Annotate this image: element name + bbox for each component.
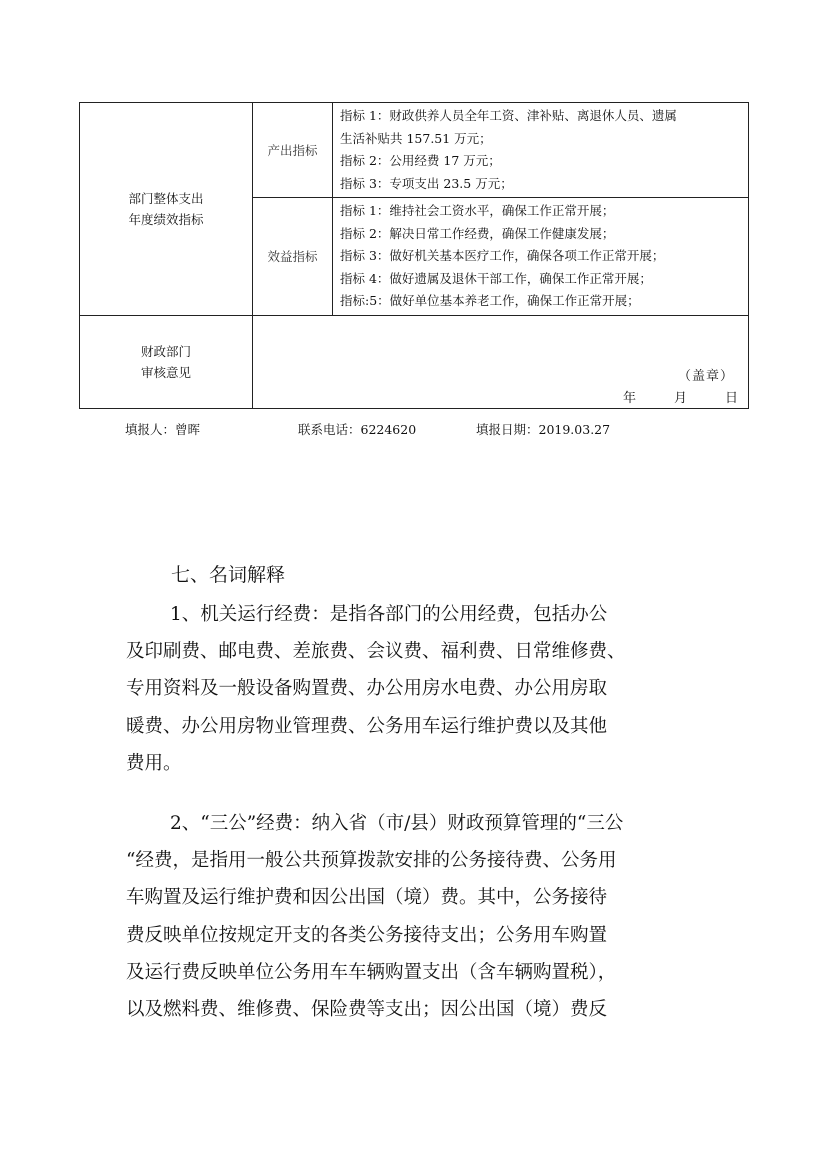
finance-review-label-line1: 财政部门	[140, 343, 191, 359]
paragraph-line: 专用资料及一般设备购置费、办公用房水电费、办公用房取	[126, 678, 608, 700]
paragraph-operating-expenses	[126, 596, 710, 782]
paragraph-line: 费反映单位按规定开支的各类公务接待支出；公务用车购置	[126, 924, 608, 946]
review-date-day: 日	[724, 390, 738, 406]
benefit-indicator-line: 指标 2：解决日常工作经费，确保工作健康发展；	[340, 225, 615, 241]
benefit-indicator-line: 指标:5：做好单位基本养老工作，确保工作正常开展；	[340, 293, 640, 308]
department-performance-label-line1: 部门整体支出	[128, 190, 204, 206]
finance-review-content	[253, 315, 749, 408]
contact-phone: 联系电话：6224620	[298, 422, 417, 437]
paragraph-line: 2、“三公”经费：纳入省（市/县）财政预算管理的“三公	[170, 813, 624, 834]
benefit-indicator-label: 效益指标	[253, 198, 333, 316]
paragraph-line: 费用。	[126, 752, 182, 774]
benefit-indicator-line: 指标 1：维持社会工资水平，确保工作正常开展；	[340, 203, 615, 218]
output-indicator-label: 产出指标	[253, 103, 333, 198]
paragraph-three-public-expenses	[126, 805, 710, 1028]
output-indicator-content	[333, 103, 749, 198]
finance-review-label	[80, 315, 253, 408]
output-indicator-line: 指标 3：专项支出 23.5 万元；	[340, 175, 513, 191]
stamp-placeholder: （盖章）	[677, 368, 734, 384]
output-indicator-line: 生活补贴共 157.51 万元；	[340, 130, 492, 146]
output-indicator-row	[80, 103, 749, 198]
output-indicator-line: 指标 2：公用经费 17 万元；	[340, 153, 501, 168]
department-performance-label-line2: 年度绩效指标	[128, 211, 204, 227]
department-performance-label	[80, 103, 253, 316]
paragraph-line: 车购置及运行维护费和因公出国（境）费。其中，公务接待	[126, 887, 608, 909]
fill-info	[125, 420, 725, 440]
review-date-year: 年	[622, 390, 636, 406]
finance-review-label-line2: 审核意见	[140, 364, 191, 380]
paragraph-line: 及运行费反映单位公务用车车辆购置支出（含车辆购置税），	[126, 961, 617, 983]
finance-review-row	[80, 315, 749, 408]
paragraph-line: 暖费、办公用房物业管理费、公务用车运行维护费以及其他	[126, 715, 608, 737]
output-indicator-line: 指标 1：财政供养人员全年工资、津补贴、离退休人员、遗属	[340, 108, 677, 123]
benefit-indicator-content	[333, 198, 749, 316]
paragraph-line: 1、机关运行经费：是指各部门的公用经费，包括办公	[170, 604, 608, 625]
paragraph-line: 以及燃料费、维修费、保险费等支出；因公出国（境）费反	[126, 998, 608, 1020]
benefit-indicator-line: 指标 3：做好机关基本医疗工作，确保各项工作正常开展；	[340, 248, 665, 263]
paragraph-line: 及印刷费、邮电费、差旅费、会议费、福利费、日常维修费、	[126, 641, 626, 663]
section-title: 七、名词解释	[171, 564, 286, 586]
review-date	[623, 387, 738, 406]
fill-date: 填报日期：2019.03.27	[476, 422, 611, 437]
paragraph-line: “经费，是指用一般公共预算拨款安排的公务接待费、公务用	[126, 850, 617, 872]
review-date-month: 月	[673, 390, 687, 406]
reporter: 填报人：曾晖	[125, 422, 201, 437]
benefit-indicator-line: 指标 4：做好遗属及退休干部工作，确保工作正常开展；	[340, 270, 652, 286]
performance-table	[79, 102, 749, 409]
